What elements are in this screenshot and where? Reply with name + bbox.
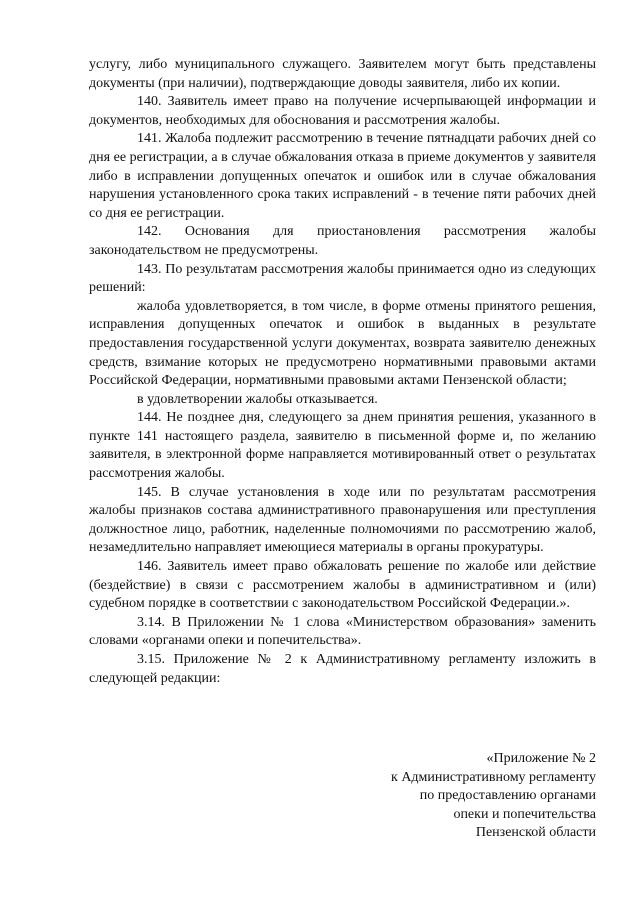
paragraph-143: 143. По результатам рассмотрения жалобы принимается одно из следующих решений: [89, 261, 596, 296]
paragraph-141: 141. Жалоба подлежит рассмотрению в течение пятнадцати рабочих дней со дня ее регистрации, а в случае обжалования отказа в приеме документов у заявителя либо в исправлении допущенных опечаток и ошибок или в случае обжалования нарушения установленного срока таких исправлений - в течение пяти рабочих дней со дня ее регистрации. [89, 131, 596, 221]
appendix-title: «Приложение № 2 [486, 751, 596, 766]
paragraph-3-15: 3.15. Приложение № 2 к Административному регламенту изложить в следующей редакции: [89, 652, 596, 686]
paragraph-140: 140. Заявитель имеет право на получение исчерпывающей информации и документов, необходимых для обоснования и рассмотрения жалобы. [89, 94, 596, 128]
paragraph-143-option-refused: в удовлетворении жалобы отказывается. [137, 391, 378, 407]
appendix-line: к Административному регламенту [391, 769, 596, 785]
appendix-line: по предоставлению органами [419, 788, 596, 804]
paragraph-143-option-satisfied: жалоба удовлетворяется, в том числе, в форме отмены принятого решения, исправления допущенных опечаток и ошибок в выданных в результате предоставления государственной услуги документах, возврата заявителю денежных средств, взимание которых не предусмотрено нормативными правовыми актами Российской Федерации, нормативными правовыми актами Пензенской области; [89, 298, 596, 389]
paragraph-3-14: 3.14. В Приложении № 1 слова «Министерством образования» заменить словами «органами опеки и попечительства». [89, 614, 596, 649]
appendix-header [391, 750, 596, 843]
paragraph-142: 142. Основания для приостановления рассмотрения жалобы законодательством не предусмотрены. [89, 224, 596, 258]
document-body [89, 56, 596, 688]
paragraph-145: 145. В случае установления в ходе или по результатам рассмотрения жалобы признаков состава административного правонарушения или преступления должностное лицо, работник, наделенные полномочиями по рассмотрению жалоб, незамедлительно направляет имеющиеся материалы в органы прокуратуры. [89, 484, 596, 556]
paragraph-continuation: услугу, либо муниципального служащего. Заявителем могут быть представлены документы (при наличии), подтверждающие доводы заявителя, либо их копии. [89, 57, 596, 91]
paragraph-144: 144. Не позднее дня, следующего за днем принятия решения, указанного в пункте 141 настоящего раздела, заявителю в письменной форме и, по желанию заявителя, в электронной форме направляется мотивированный ответ о результатах рассмотрения жалобы. [89, 410, 596, 482]
appendix-line: опеки и попечительства [453, 806, 596, 822]
appendix-line: Пензенской области [475, 825, 596, 841]
paragraph-146: 146. Заявитель имеет право обжаловать решение по жалобе или действие (бездействие) в связи с рассмотрением жалобы в административном и (или) судебном порядке в соответствии с законодательством Российской Федерации.». [89, 559, 596, 612]
